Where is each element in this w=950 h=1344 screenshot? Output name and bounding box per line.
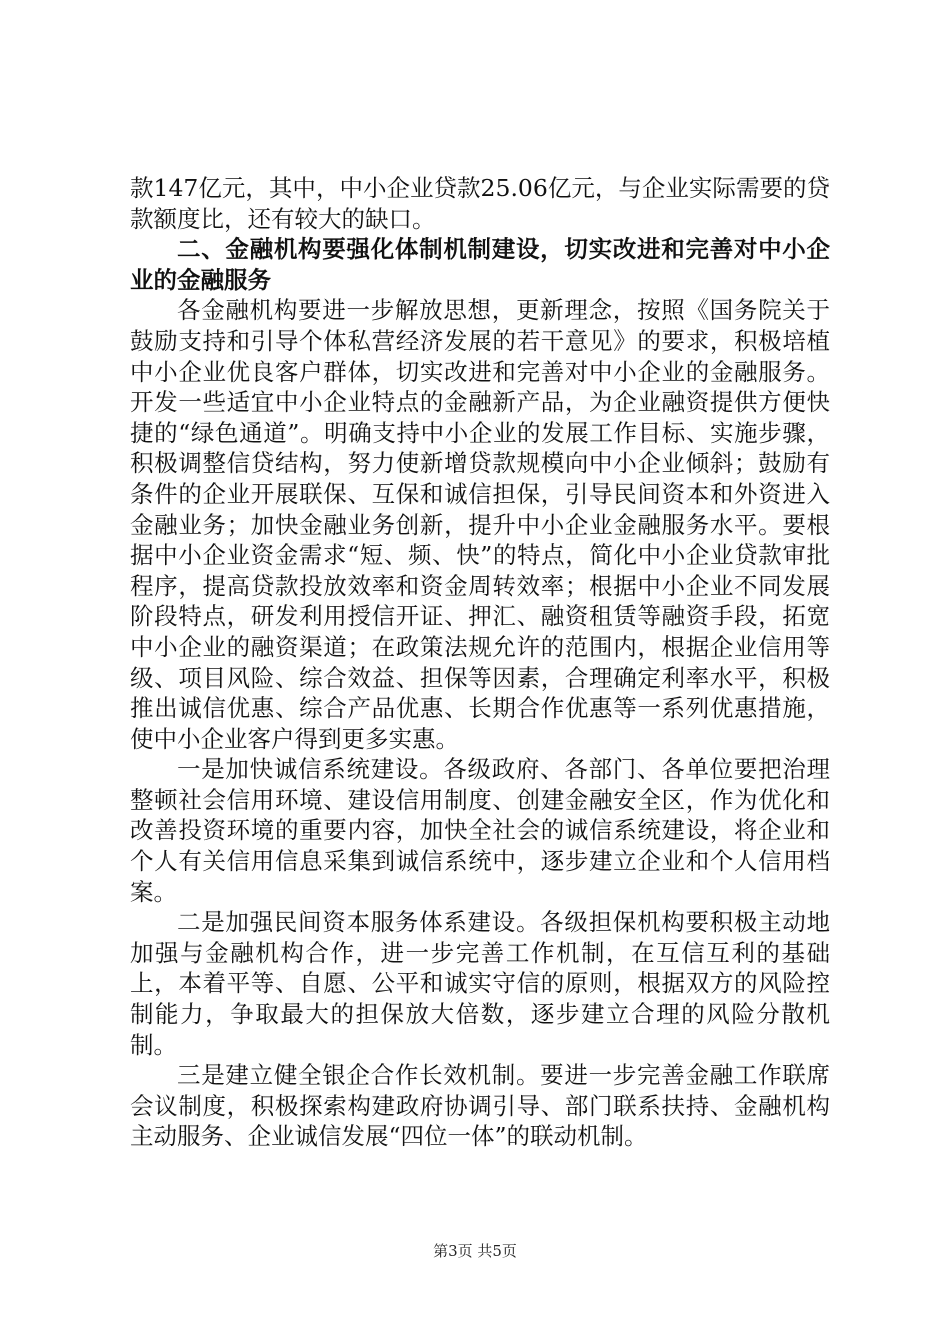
page-footer — [0, 1240, 950, 1261]
body-paragraph-3: 二是加强民间资本服务体系建设。各级担保机构要积极主动地加强与金融机构合作，进一步完善工作机制，在互信互利的基础上，本着平等、自愿、公平和诚实守信的原则，根据双方的风险控制能力，争取最大的担保放大倍数，逐步建立合理的风险分散机制。 — [130, 908, 830, 1059]
body-paragraph-4: 三是建立健全银企合作长效机制。要进一步完善金融工作联席会议制度，积极探索构建政府协调引导、部门联系扶持、金融机构主动服务、企业诚信发展“四位一体”的联动机制。 — [130, 1061, 830, 1151]
body-paragraph-2: 一是加快诚信系统建设。各级政府、各部门、各单位要把治理整顿社会信用环境、建设信用制度、创建金融安全区，作为优化和改善投资环境的重要内容，加快全社会的诚信系统建设，将企业和个人有关信用信息采集到诚信系统中，逐步建立企业和个人信用档案。 — [130, 755, 830, 906]
body-paragraph-1: 各金融机构要进一步解放思想，更新理念，按照《国务院关于鼓励支持和引导个体私营经济发展的若干意见》的要求，积极培植中小企业优良客户群体，切实改进和完善对中小企业的金融服务。开发一些适宜中小企业特点的金融新产品，为企业融资提供方便快捷的“绿色通道”。明确支持中小企业的发展工作目标、实施步骤，积极调整信贷结构，努力使新增贷款规模向中小企业倾斜；鼓励有条件的企业开展联保、互保和诚信担保，引导民间资本和外资进入金融业务；加快金融业务创新，提升中小企业金融服务水平。要根据中小企业资金需求“短、频、快”的特点，简化中小企业贷款审批程序，提高贷款投放效率和资金周转效率；根据中小企业不同发展阶段特点，研发利用授信开证、押汇、融资租赁等融资手段，拓宽中小企业的融资渠道；在政策法规允许的范围内，根据企业信用等级、项目风险、综合效益、担保等因素，合理确定利率水平，积极推出诚信优惠、综合产品优惠、长期合作优惠等一系列优惠措施，使中小企业客户得到更多实惠。 — [130, 296, 830, 753]
document-body — [130, 173, 830, 1152]
page-number: 第3页 共5页 — [433, 1242, 517, 1260]
continuation-paragraph: 款147亿元，其中，中小企业贷款25.06亿元，与企业实际需要的贷款额度比，还有较大的缺口。 — [130, 174, 830, 233]
section-heading: 二、金融机构要强化体制机制建设，切实改进和完善对中小企业的金融服务 — [130, 235, 830, 294]
